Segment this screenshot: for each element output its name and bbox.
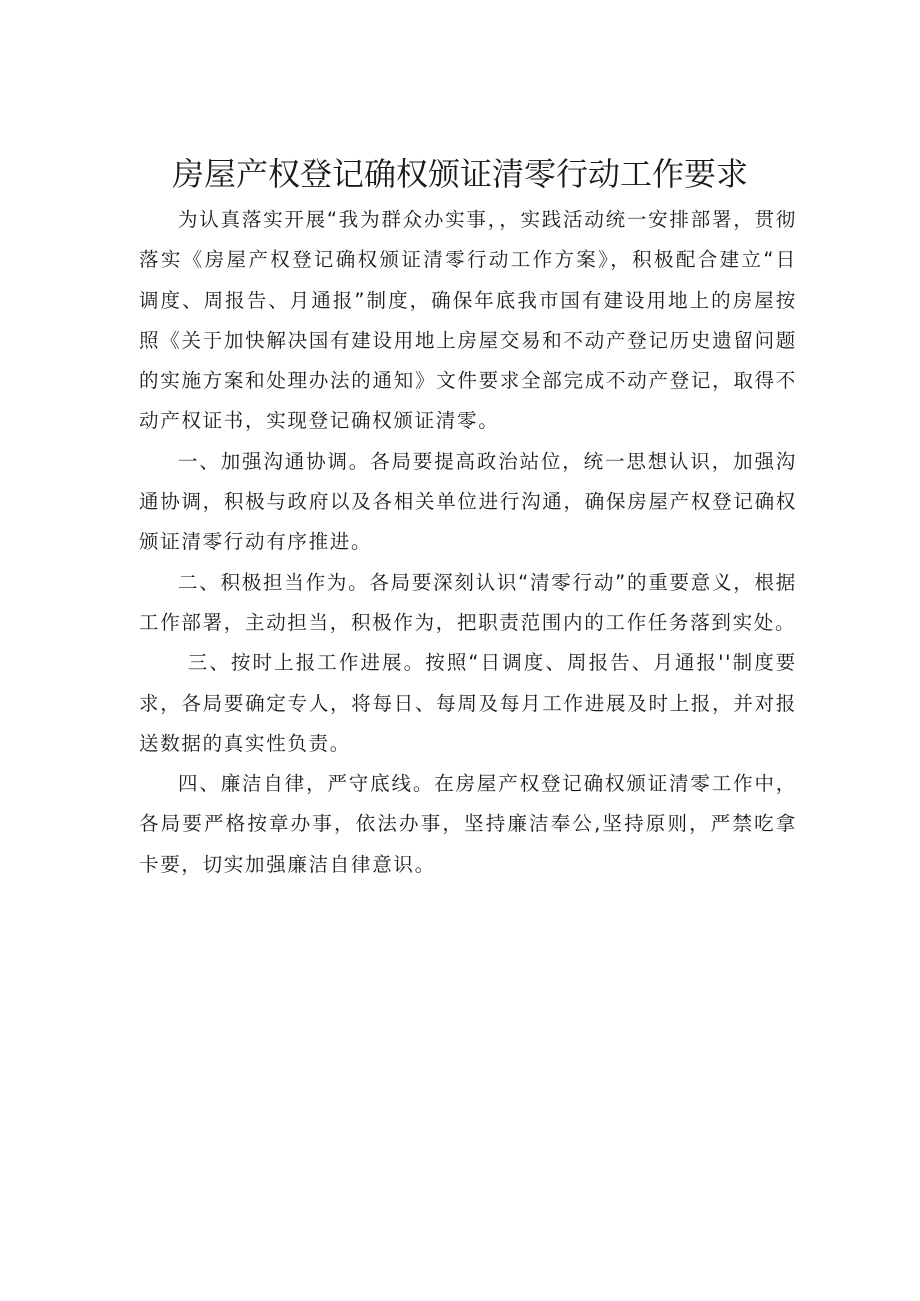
document-title: 房屋产权登记确权颁证清零行动工作要求 [171,155,748,194]
paragraph-reporting: 三、按时上报工作进展。按照“日调度、周报告、月通报''制度要求，各局要确定专人，将每日、每周及每月工作进展及时上报，并对报送数据的真实性负责。 [139,651,797,755]
paragraph-responsibility: 二、积极担当作为。各局要深刻认识“清零行动”的重要意义，根据工作部署，主动担当，积极作为，把职责范围内的工作任务落到实处。 [139,570,797,634]
document-body [139,200,797,885]
paragraph-integrity: 四、廉洁自律，严守底线。在房屋产权登记确权颁证清零工作中，各局要严格按章办事，依法办事，坚持廉洁奉公,坚持原则，严禁吃拿卡要，切实加强廉洁自律意识。 [139,772,797,876]
paragraph-intro: 为认真落实开展“我为群众办实事，，实践活动统一安排部署，贯彻落实《房屋产权登记确权颁证清零行动工作方案》，积极配合建立“日调度、周报告、月通报”制度，确保年底我市国有建设用地上的房屋按照《关于加快解决国有建设用地上房屋交易和不动产登记历史遗留问题的实施方案和处理办法的通知》文件要求全部完成不动产登记，取得不动产权证书，实现登记确权颁证清零。 [139,208,797,433]
paragraph-communication: 一、加强沟通协调。各局要提高政治站位，统一思想认识，加强沟通协调，积极与政府以及各相关单位进行沟通，确保房屋产权登记确权颁证清零行动有序推进。 [139,449,797,554]
